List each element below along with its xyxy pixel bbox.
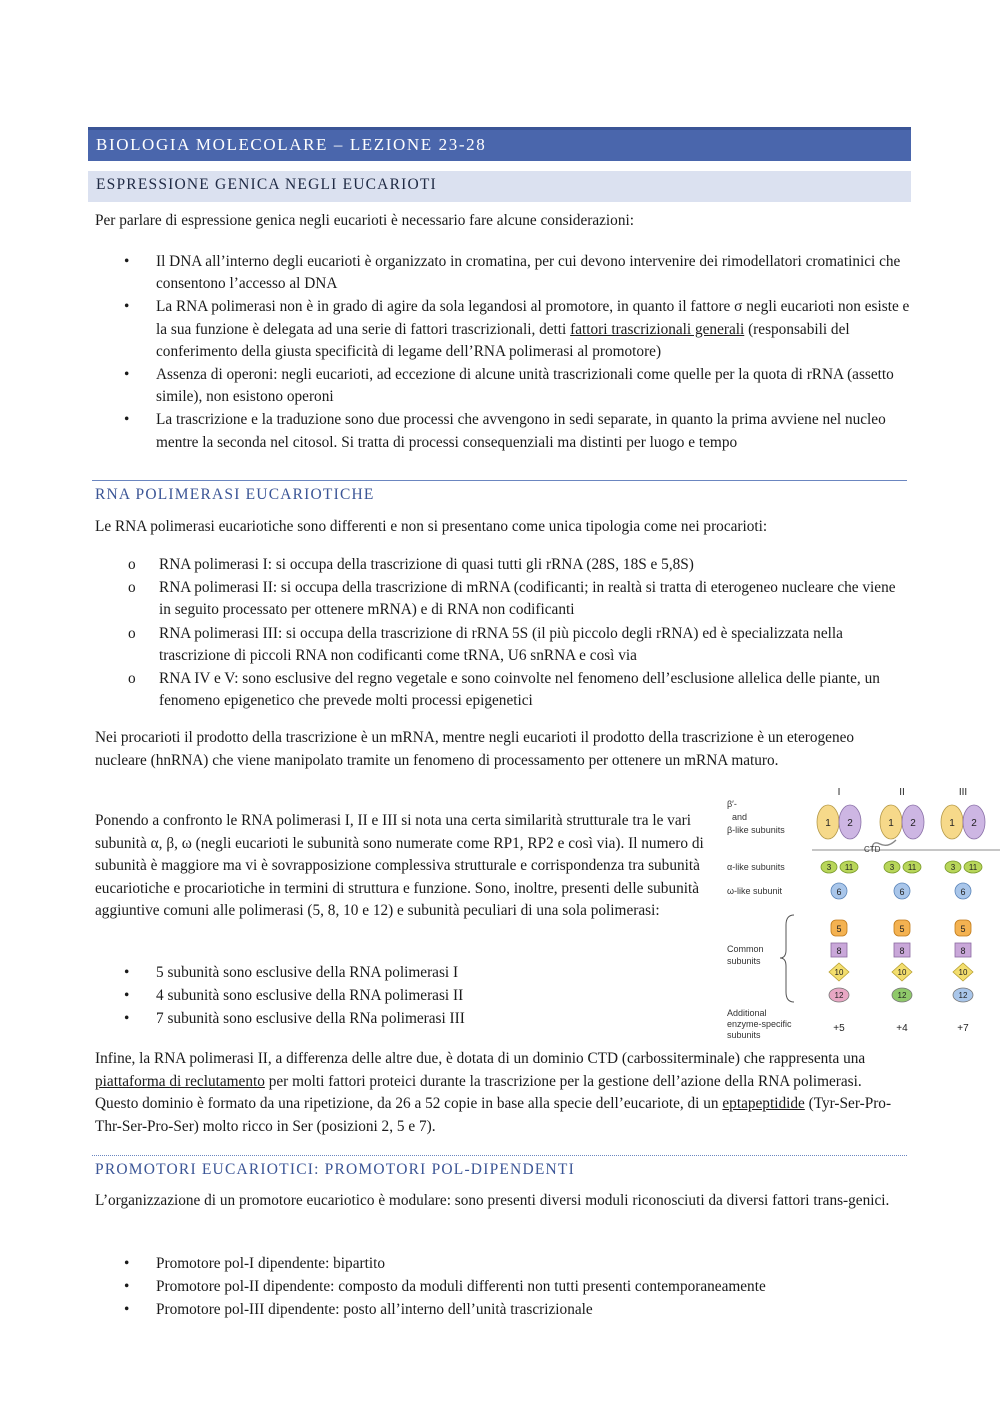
subunit-10-label: 10 [958, 968, 968, 977]
underlined-term: eptapeptidide [722, 1095, 805, 1112]
underlined-term: piattaforma di reclutamento [95, 1072, 265, 1090]
brace-icon [780, 915, 794, 1002]
bullet-icon: • [124, 411, 130, 429]
subunit-2-label: 2 [971, 818, 977, 829]
list-item: • Promotore pol-I dipendente: bipartito [95, 1253, 910, 1275]
section2-title: RNA POLIMERASI EUCARIOTICHE [95, 486, 375, 503]
section-heading: ESPRESSIONE GENICA NEGLI EUCARIOTI [96, 176, 437, 193]
list-item: • Il DNA all’interno degli eucarioti è organizzato in cromatina, per cui devono intervenire dei rimodellatori cromatinici che consentono l’accesso al DNA [124, 253, 901, 293]
subunit-diagram [722, 780, 1000, 1042]
subunit-1-label: 1 [825, 818, 831, 829]
section1-bullet-list [95, 251, 910, 455]
subunit-3-label: 3 [826, 863, 832, 872]
list-item: • Assenza di operoni: negli eucarioti, ad eccezione di alcune unità trascrizionali come quelle per la quota di rRNA (assetto simile), non esistono operoni [124, 366, 894, 406]
subunit-6-label: 6 [960, 887, 966, 897]
exclusive-subunits-list [95, 962, 705, 1032]
list-item: • 5 subunità sono esclusive della RNA polimerasi I [95, 962, 705, 984]
section2-intro: Le RNA polimerasi eucariotiche sono differenti e non si presentano come unica tipologia come nei procarioti: [95, 518, 768, 535]
bullet-icon: • [124, 366, 130, 384]
row-label: subunits [727, 956, 761, 966]
paragraph-hnrna: Nei procarioti il prodotto della trascrizione è un mRNA, mentre negli eucarioti il prodotto della trascrizione è un eterogeneo nucleare (hnRNA) che viene manipolato tramite un fenomeno di processamento per ottenere un mRNA maturo. [95, 729, 855, 769]
subunit-12-label: 12 [834, 991, 844, 1000]
section3-title: PROMOTORI EUCARIOTICI: PROMOTORI POL-DIPENDENTI [95, 1161, 575, 1178]
row-label: enzyme-specific [727, 1019, 792, 1029]
underlined-term: fattori trascrizionali generali [570, 320, 745, 338]
column-label: II [899, 787, 905, 798]
subunit-12-label: 12 [958, 991, 968, 1000]
circle-bullet-icon: o [128, 556, 136, 573]
section3-intro: L’organizzazione di un promotore eucariotico è modulare: sono presenti diversi moduli riconosciuti da diversi fattori trans-genici. [95, 1192, 890, 1209]
row-label: and [732, 812, 748, 822]
additional-subunit-count: +7 [957, 1023, 969, 1034]
subunit-8-label: 8 [836, 946, 842, 956]
row-label: subunits [727, 1030, 761, 1040]
subunit-11-label: 11 [968, 863, 978, 872]
subunit-1-label: 1 [949, 818, 955, 829]
subunit-3-label: 3 [950, 863, 956, 872]
subunit-5-label: 5 [960, 924, 966, 934]
subunit-6-label: 6 [899, 887, 905, 897]
polymerase-list [95, 554, 910, 713]
bullet-icon: • [124, 1255, 130, 1272]
subunit-3-label: 3 [889, 863, 895, 872]
subunit-8-label: 8 [960, 946, 966, 956]
row-label: β′- [727, 799, 737, 809]
subunit-11-label: 11 [844, 863, 854, 872]
ctd-label: CTD [864, 845, 881, 854]
list-item: • La RNA polimerasi non è in grado di agire da sola legandosi al promotore, in quanto il fattore σ negli eucarioti non esiste e la sua funzione è delegata ad una serie di fattori trascrizionali, detti fattori trascrizionali generali (responsabili del conferimento della giusta specificità di legame dell’RNA polimerasi al promotore) [124, 298, 910, 360]
subunit-5-label: 5 [836, 924, 842, 934]
subunit-2-label: 2 [910, 818, 916, 829]
section-divider [92, 1155, 907, 1156]
bullet-icon: • [124, 1301, 130, 1319]
bullet-icon: • [124, 1010, 130, 1028]
subunit-11-label: 11 [907, 863, 917, 872]
promoter-list [95, 1253, 910, 1323]
row-label: β-like subunits [727, 825, 785, 835]
column-label: III [958, 787, 968, 798]
list-item: o RNA polimerasi III: si occupa della trascrizione di rRNA 5S (il più piccolo degli rRNA) ed è specializzata nella trascrizione di piccoli RNA non codificanti come tRNA, U6 snRNA e così via [128, 624, 843, 664]
row-label: Common [727, 944, 764, 954]
list-item: • 7 subunità sono esclusive della RNa polimerasi III [95, 1008, 705, 1030]
bullet-icon: • [124, 253, 130, 270]
paragraph-ctd: Infine, la RNA polimerasi II, a differenza delle altre due, è dotata di un dominio CTD (carbossiterminale) che rappresenta una piattaforma di reclutamento per molti fattori proteici durante la trascrizione per la gestione dell’azione della RNA polimerasi. Questo dominio è formato da una ripetizione, da 26 a 52 copie in base alla specie dell’eucariote, di un eptapeptidide (Tyr-Ser-Pro-Thr-Ser-Pro-Ser) molto ricco in Ser (posizioni 2, 5 e 7). [95, 1050, 892, 1135]
bullet-icon: • [124, 987, 130, 1005]
additional-subunit-count: +5 [833, 1023, 845, 1034]
document-title: BIOLOGIA MOLECOLARE – LEZIONE 23-28 [96, 135, 487, 154]
row-label: Additional [727, 1008, 767, 1018]
column-label: I [837, 787, 841, 798]
subunit-2-label: 2 [847, 818, 853, 829]
row-label: α-like subunits [727, 862, 785, 872]
section-divider [92, 480, 907, 481]
subunit-8-label: 8 [899, 946, 905, 956]
list-item: o RNA polimerasi II: si occupa della trascrizione di mRNA (codificanti; in realtà si tratta di eterogeneo nucleare che viene in seguito processato per ottenere mRNA) e di RNA non codificanti [128, 579, 896, 619]
section1-intro: Per parlare di espressione genica negli eucarioti è necessario fare alcune considerazioni: [95, 212, 634, 229]
circle-bullet-icon: o [128, 670, 136, 688]
list-item: • Promotore pol-II dipendente: composto da moduli differenti non tutti presenti contemporaneamente [95, 1276, 910, 1298]
list-item: • Promotore pol-III dipendente: posto all’interno dell’unità trascrizionale [95, 1299, 910, 1321]
polymerase-subunit-figure [722, 780, 1000, 1042]
circle-bullet-icon: o [128, 579, 136, 597]
list-item: • 4 subunità sono esclusive della RNA polimerasi II [95, 985, 705, 1007]
circle-bullet-icon: o [128, 624, 136, 642]
subunit-10-label: 10 [897, 968, 907, 977]
subunit-1-label: 1 [888, 818, 894, 829]
row-label: ω-like subunit [727, 886, 783, 896]
additional-subunit-count: +4 [896, 1023, 908, 1034]
list-item: o RNA IV e V: sono esclusive del regno vegetale e sono coinvolte nel fenomeno dell’esclusione allelica delle piante, un fenomeno epigenetico che prevede molti processi epigenetici [128, 670, 880, 710]
subunit-6-label: 6 [836, 887, 842, 897]
bullet-icon: • [124, 298, 130, 316]
paragraph-subunits: Ponendo a confronto le RNA polimerasi I, II e III si nota una certa similarità strutturale tra le vari subunità α, β, ω (negli eucarioti le subunità sono numerate come RP1, RP2 e così via). Il numero di subunità è maggiore ma vi è sovrapposizione complessiva strutturale e corrispondenza tra subunità eucariotiche e procariotiche in termini di struttura e funzione. Sono, inoltre, presenti delle subunità aggiuntive comuni alle polimerasi (5, 8, 10 e 12) e subunità peculiari di una sola polimerasi: [95, 812, 704, 919]
list-item: o RNA polimerasi I: si occupa della trascrizione di quasi tutti gli rRNA (28S, 18S e 5,8S) [95, 554, 910, 576]
bullet-icon: • [124, 964, 130, 981]
document-title-bar [88, 127, 911, 161]
subunit-12-label: 12 [897, 991, 907, 1000]
section-heading-bar [88, 171, 911, 202]
list-item: • La trascrizione e la traduzione sono due processi che avvengono in sedi separate, in quanto la prima avviene nel nucleo mentre la seconda nel citosol. Si tratta di processi consequenziali ma distinti per luogo e tempo [124, 411, 886, 451]
bullet-icon: • [124, 1278, 130, 1296]
subunit-10-label: 10 [834, 968, 844, 977]
subunit-5-label: 5 [899, 924, 905, 934]
